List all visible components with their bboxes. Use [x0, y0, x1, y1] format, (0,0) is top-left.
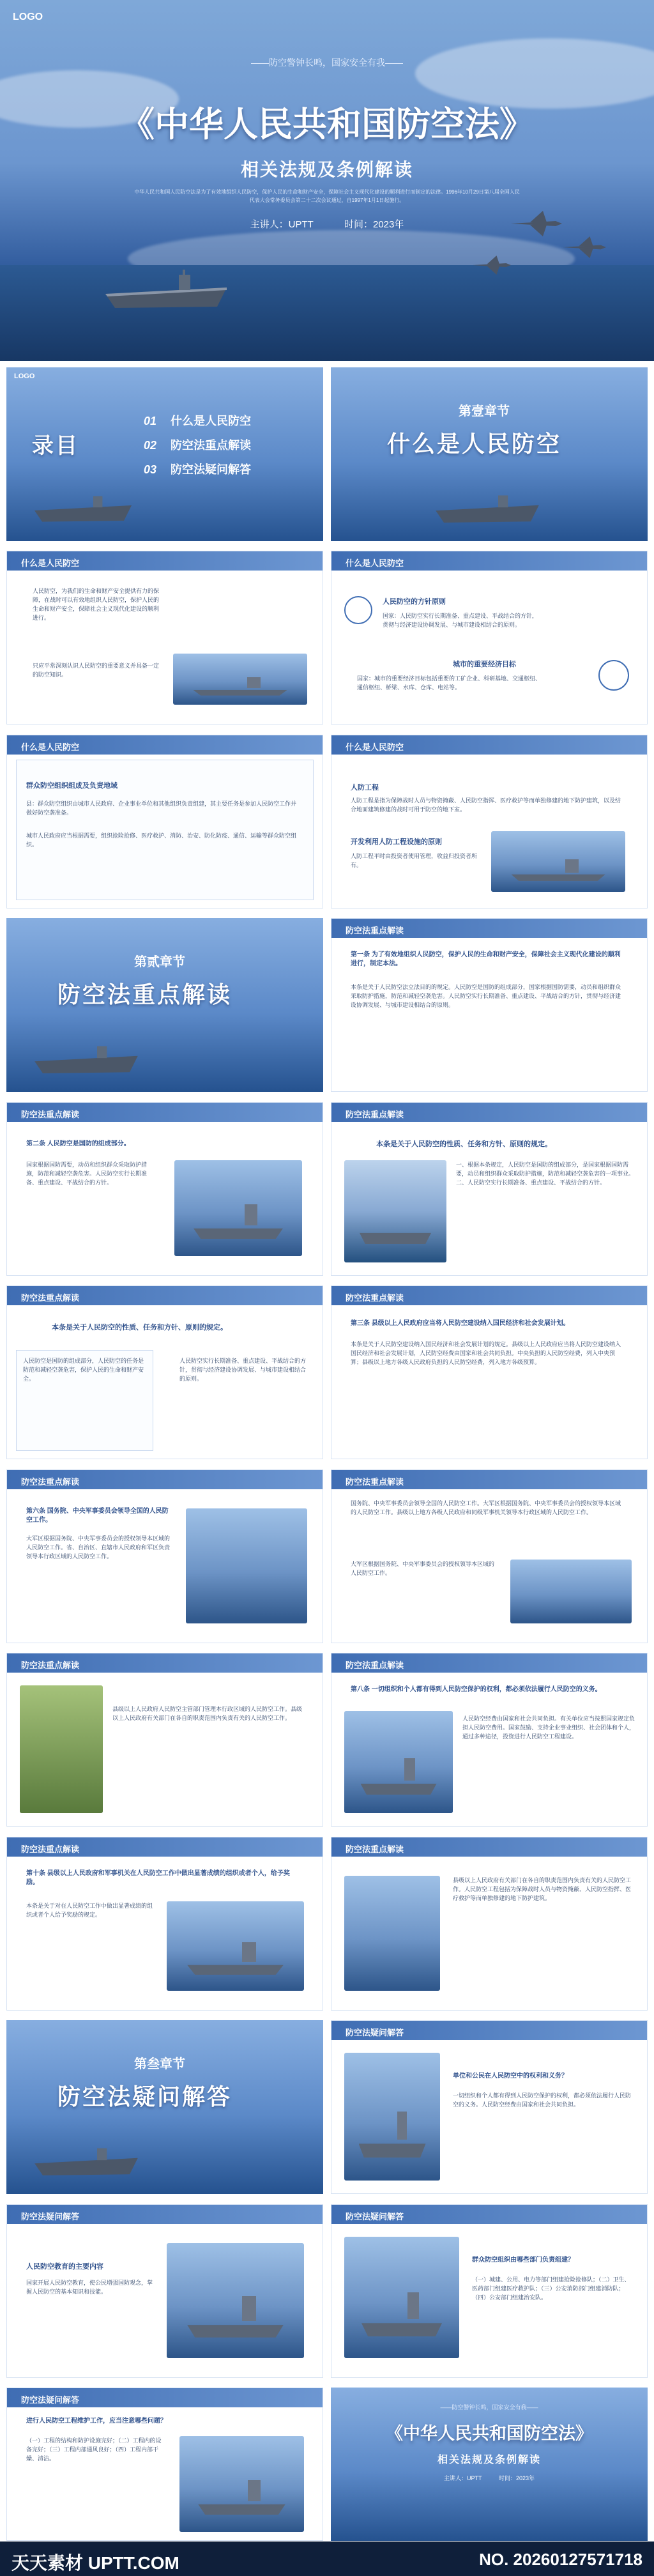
- content-slide: [331, 1285, 648, 1459]
- paragraph: 人民防空是国防的组成部分，人民防空的任务是防范和减轻空袭危害，保护人民的生命和财产安全。: [23, 1358, 144, 1382]
- section-heading: 第六条 国务院、中央军事委员会领导全国的人民防空工作。: [26, 1508, 169, 1524]
- quote-icon: [344, 596, 372, 624]
- paragraph: 人防工程是指为保障战时人员与物资掩蔽、人民防空指挥、医疗救护等而单独修建的地下防护建筑，以及结合地面建筑修建的战时可用于防空的地下室。: [351, 797, 621, 813]
- paragraph: 县级以上人民政府有关部门在各自的职责范围内负责有关的人民防空工作。人民防空工程包括为保障战时人员与物资掩蔽、人民防空指挥、医疗救护等而单独修建的地下防护建筑。: [453, 1877, 632, 1901]
- jet-image: [510, 1560, 632, 1623]
- cover-title: 《中华人民共和国防空法》: [120, 104, 534, 144]
- paragraph: 大军区根据国务院、中央军事委员会的授权领导本区域的人民防空工作。: [351, 1561, 495, 1576]
- slide-title: 什么是人民防空: [346, 558, 404, 568]
- end-title: 《中华人民共和国防空法》: [386, 2424, 593, 2444]
- paragraph: 县级以上人民政府人民防空主管部门管理本行政区域的人民防空工作。县级以上人民政府有关部门在各自的职责范围内负责有关的人民防空工作。: [112, 1706, 303, 1721]
- submarine-image: [174, 1160, 302, 1256]
- jet-icon: [511, 211, 562, 236]
- aircraft-carrier-icon: [102, 268, 230, 313]
- end-meta: [331, 2474, 648, 2482]
- paragraph: 本条是关于人民防空建设纳入国民经济和社会发展计划的规定。县级以上人民政府应当将人民防空建设纳入国民经济和社会发展计划，人民防空经费由国家和社会共同负担。中央负担的人民防空经费，列入中央预算；县级以上地方各级人民政府负担的人民防空经费，列入地方各级预算。: [351, 1341, 621, 1365]
- chapter-slide: [6, 2020, 323, 2194]
- logo: LOGO: [14, 372, 35, 380]
- slide-title: 防空法重点解读: [21, 1844, 80, 1854]
- content-slide: [6, 735, 323, 908]
- section-heading: 群众防空组织组成及负责地域: [26, 782, 118, 790]
- content-slide: [331, 918, 648, 1092]
- aircraft-carrier-icon: [32, 1039, 141, 1078]
- end-slogan: ——防空警钟长鸣，国家安全有我——: [440, 2404, 538, 2411]
- section-heading: 本条是关于人民防空的性质、任务和方针、原则的规定。: [52, 1324, 227, 1331]
- slide-title: 防空法重点解读: [346, 926, 404, 935]
- slide-title: 防空法重点解读: [21, 1660, 80, 1670]
- section-heading: 进行人民防空工程维护工作，应当注意哪些问题？: [26, 2418, 167, 2425]
- paragraph: 城市人民政府应当根据需要，组织抢险抢修、医疗救护、消防、治安、防化防疫、通信、运输等群众防空组织。: [26, 832, 297, 848]
- toc-slide: [6, 367, 323, 541]
- paragraph: 国务院、中央军事委员会领导全国的人民防空工作。大军区根据国务院、中央军事委员会的授权领导本区域的人民防空工作。县级以上地方各级人民政府和同级军事机关领导本行政区域的人民防空工作。: [351, 1500, 621, 1515]
- watermark-footer: [0, 2542, 654, 2576]
- chapter-slide: [6, 918, 323, 1092]
- paragraph: 人防工程平时由投资者使用管理，收益归投资者所有。: [351, 853, 478, 868]
- toc-heading: 录目: [32, 434, 79, 458]
- cover-slogan: ——防空警钟长鸣，国家安全有我——: [251, 57, 403, 68]
- chapter-label: 第叁章节: [134, 2057, 185, 2071]
- content-slide: [331, 2204, 648, 2378]
- destroyer-image: [344, 1711, 453, 1813]
- content-slide: [6, 2204, 323, 2378]
- slide-title: 防空法重点解读: [346, 1293, 404, 1303]
- text-frame: [16, 760, 314, 900]
- cover-slide: [0, 0, 654, 361]
- carrier-image: [344, 1160, 446, 1262]
- section-heading: 人民防空的方针原则: [383, 598, 446, 606]
- paragraph: （一）工程的结构和防护设施完好；（二）工程内的设备完好；（三）工程内部通风良好；（四）工程内部干燥、清洁。: [26, 2437, 162, 2462]
- slide-title: 防空法疑问解答: [21, 2395, 80, 2405]
- slide-title: 防空法重点解读: [21, 1293, 80, 1303]
- warship-image: [344, 2053, 440, 2181]
- toc-item[interactable]: 02 防空法重点解读: [144, 439, 251, 452]
- slide-title: 什么是人民防空: [21, 558, 80, 568]
- warship-image: [344, 2237, 459, 2358]
- paragraph: 国家：城市的重要经济目标包括重要的工矿企业、科研基地、交通枢纽、通信枢纽、桥梁、水库、仓库、电站等。: [357, 675, 542, 691]
- paragraph: 国家开展人民防空教育，使公民增强国防观念，掌握人民防空的基本知识和技能。: [26, 2280, 153, 2295]
- content-slide: [331, 2020, 648, 2194]
- content-slide: [6, 1102, 323, 1276]
- paragraph: 国家：人民防空实行长期准备、重点建设、平战结合的方针，贯彻与经济建设协调发展、与城市建设相结合的原则。: [383, 613, 538, 628]
- toc-item[interactable]: 01 什么是人民防空: [144, 415, 251, 427]
- section-heading: 第三条 县级以上人民政府应当将人民防空建设纳入国民经济和社会发展计划。: [351, 1320, 570, 1327]
- slide-title: 防空法重点解读: [346, 1844, 404, 1854]
- slide-title: 防空法重点解读: [21, 1477, 80, 1487]
- site-watermark: 天天素材 UPTT.COM: [11, 2553, 179, 2573]
- end-subtitle: 相关法规及条例解读: [437, 2455, 541, 2465]
- carrier-image: [491, 831, 625, 892]
- section-heading: 单位和公民在人民防空中的权利和义务？: [453, 2073, 568, 2080]
- paragraph: 本条是关于人民防空法立法目的的规定。人民防空是国防的组成部分，国家根据国防需要，动员和组织群众采取防护措施，防范和减轻空袭危害。人民防空实行长期准备、重点建设、平战结合的方针，贯彻与经济建设协调发展、与城市建设相结合的原则。: [351, 984, 621, 1008]
- aircraft-image: [186, 1508, 307, 1623]
- slide-title: 防空法重点解读: [346, 1477, 404, 1487]
- chapter-slide: [331, 367, 648, 541]
- jet-icon: [562, 236, 607, 258]
- content-slide: [331, 1469, 648, 1643]
- section-heading: 开发利用人防工程设施的原则: [351, 838, 442, 846]
- warship-image: [179, 2436, 304, 2532]
- paragraph: 一切组织和个人都有得到人民防空保护的权利，都必须依法履行人民防空的义务。人民防空经费由国家和社会共同负担。: [453, 2092, 632, 2108]
- aircraft-carrier-icon: [32, 2142, 141, 2180]
- chapter-title: 防空法重点解读: [57, 981, 232, 1008]
- logo: LOGO: [13, 12, 43, 22]
- paragraph: 人民防空，为我们的生命和财产安全提供有力的保障，在战时可以有效地组织人民防空，保护人民的生命和财产安全，保障社会主义现代化建设的顺利进行。: [33, 588, 160, 621]
- section-heading: 第二条 人民防空是国防的组成部分。: [26, 1140, 130, 1147]
- slide-title: 防空法疑问解答: [21, 2212, 80, 2221]
- content-slide: [6, 2388, 323, 2541]
- warship-image: [173, 654, 307, 705]
- slide-title: 防空法疑问解答: [346, 2212, 404, 2221]
- slide-title: 防空法疑问解答: [346, 2028, 404, 2037]
- chapter-title: 什么是人民防空: [387, 431, 562, 457]
- missile-image: [20, 1685, 103, 1813]
- section-heading: 第一条 为了有效地组织人民防空，保护人民的生命和财产安全，保障社会主义现代化建设的顺利进行，制定本法。: [351, 951, 621, 967]
- section-heading: 第八条 一切组织和个人都有得到人民防空保护的权利，都必须依法履行人民防空的义务。: [351, 1686, 602, 1693]
- speaker-label: 主讲人：UPTT: [443, 2475, 482, 2481]
- content-slide: [6, 1469, 323, 1643]
- time-label: 时间：2023年: [498, 2475, 535, 2481]
- cover-subtitle: 相关法规及条例解读: [240, 160, 413, 180]
- paragraph: 只应平常深刻认识人民防空的重要意义并具备一定的防空知识。: [33, 663, 160, 678]
- slide-title: 防空法重点解读: [346, 1660, 404, 1670]
- slide-title: 防空法重点解读: [346, 1110, 404, 1119]
- paragraph: 国家根据国防需要，动员和组织群众采取防护措施，防范和减轻空袭危害。人民防空实行长期准备、重点建设、平战结合的方针。: [26, 1162, 148, 1186]
- aircraft-carrier-icon: [433, 489, 542, 527]
- content-slide: [6, 551, 323, 724]
- content-slide: [331, 735, 648, 908]
- content-slide: [6, 1285, 323, 1459]
- aircraft-carrier-icon: [32, 489, 134, 527]
- chapter-label: 第贰章节: [134, 955, 185, 969]
- sea: [0, 265, 654, 361]
- section-heading: 第十条 县级以上人民政府和军事机关在人民防空工作中做出显著成绩的组织或者个人，给予奖励。: [26, 1870, 290, 1886]
- paragraph: 人民防空实行长期准备、重点建设、平战结合的方针，贯彻与经济建设协调发展、与城市建设相结合的原则。: [179, 1358, 307, 1382]
- cover-intro: 中华人民共和国人民防空法是为了有效地组织人民防空，保护人民的生命和财产安全，保障社会主义现代化建设的顺利进行而制定的法律。1996年10月29日第八届全国人民代表大会常务委员会第二十二次会议通过，自1997年1月1日起施行。: [134, 189, 520, 203]
- jet-icon: [473, 256, 511, 275]
- time-label: 时间：2023年: [344, 219, 404, 230]
- paragraph: 本条是关于对在人民防空工作中做出显著成绩的组织或者个人给予奖励的规定。: [26, 1903, 153, 1918]
- speaker-label: 主讲人：UPTT: [250, 219, 314, 230]
- section-heading: 群众防空组织由哪些部门负责组建？: [472, 2257, 574, 2264]
- end-slide: [331, 2388, 648, 2541]
- paragraph: （一）城建、公用、电力等部门组建抢险抢修队；（二）卫生、医药部门组建医疗救护队；（三）公安消防部门组建消防队；（四）公安部门组建治安队。: [472, 2276, 630, 2301]
- section-heading: 城市的重要经济目标: [453, 661, 516, 668]
- paragraph: 人民防空经费由国家和社会共同负担。有关单位应当按照国家规定负担人民防空费用。国家鼓励、支持企业事业组织、社会团体和个人，通过多种途径，投资进行人民防空工程建设。: [462, 1715, 635, 1740]
- chapter-title: 防空法疑问解答: [57, 2083, 232, 2110]
- content-slide: [331, 1653, 648, 1827]
- troops-image: [344, 1876, 440, 1991]
- slide-title: 什么是人民防空: [346, 742, 404, 752]
- toc-item[interactable]: 03 防空法疑问解答: [144, 463, 251, 476]
- content-slide: [6, 1837, 323, 2011]
- paragraph: 县：群众防空组织由城市人民政府、企业事业单位和其他组织负责组建，其主要任务是参加人民防空工作并做好防空袭准备。: [26, 801, 297, 816]
- content-slide: [331, 1102, 648, 1276]
- paragraph: 大军区根据国务院、中央军事委员会的授权领导本区域的人民防空工作。省、自治区、直辖市人民政府和军区负责领导本行政区域的人民防空工作。: [26, 1535, 171, 1560]
- content-slide: [331, 1837, 648, 2011]
- content-slide: [6, 1653, 323, 1827]
- content-slide: [331, 551, 648, 724]
- section-heading: 人防工程: [351, 784, 379, 792]
- lighthouse-icon: [598, 660, 629, 691]
- paragraph: 一、根据本条规定，人民防空是国防的组成部分，是国家根据国防需要，动员和组织群众采取防护措施，防范和减轻空袭危害的一项事业。二、人民防空实行长期准备、重点建设、平战结合的方针。: [456, 1162, 635, 1186]
- chapter-label: 第壹章节: [459, 404, 510, 418]
- section-heading: 本条是关于人民防空的性质、任务和方针、原则的规定。: [376, 1140, 552, 1148]
- slide-title: 什么是人民防空: [21, 742, 80, 752]
- carrier-image: [167, 2243, 304, 2358]
- carrier-image: [167, 1901, 304, 1991]
- asset-number: NO. 20260127571718: [479, 2550, 643, 2569]
- section-heading: 人民防空教育的主要内容: [26, 2263, 103, 2271]
- slide-title: 防空法重点解读: [21, 1110, 80, 1119]
